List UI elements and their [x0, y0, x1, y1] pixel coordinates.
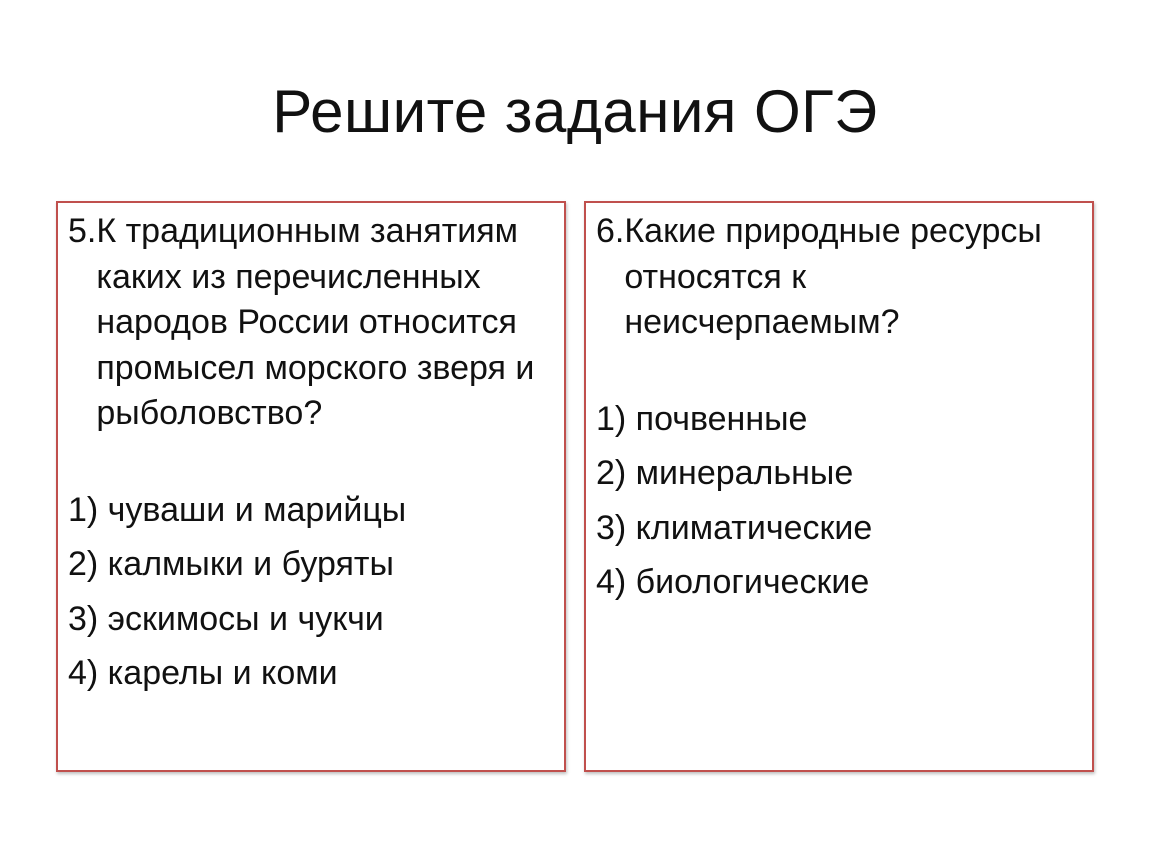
- answer-option: 4) биологические: [596, 563, 870, 601]
- question-box-6: [584, 201, 1094, 772]
- answer-option: 2) калмыки и буряты: [68, 545, 394, 583]
- answer-option: 1) почвенные: [596, 399, 808, 438]
- question-text: Какие природные ресурсы относятся к неисчерпаемым?: [624, 212, 1042, 341]
- question-5: [68, 209, 554, 437]
- slide-title: Решите задания ОГЭ: [272, 78, 878, 145]
- answer-option: 2) минеральные: [596, 454, 854, 492]
- question-box-5: [56, 201, 566, 772]
- answer-option: 1) чуваши и марийцы: [68, 490, 407, 529]
- answer-option: 4) карелы и коми: [68, 654, 338, 692]
- question-6: [596, 209, 1082, 346]
- question-number: 5.: [68, 212, 97, 250]
- question-text: К традиционным занятиям каких из перечисленных народов России относится промысел морского зверя и рыболовство?: [96, 212, 535, 432]
- answer-list: [68, 483, 554, 701]
- question-number: 6.: [596, 212, 625, 250]
- answer-list: [596, 392, 1082, 610]
- answer-option: 3) климатические: [596, 508, 873, 547]
- answer-option: 3) эскимосы и чукчи: [68, 599, 384, 638]
